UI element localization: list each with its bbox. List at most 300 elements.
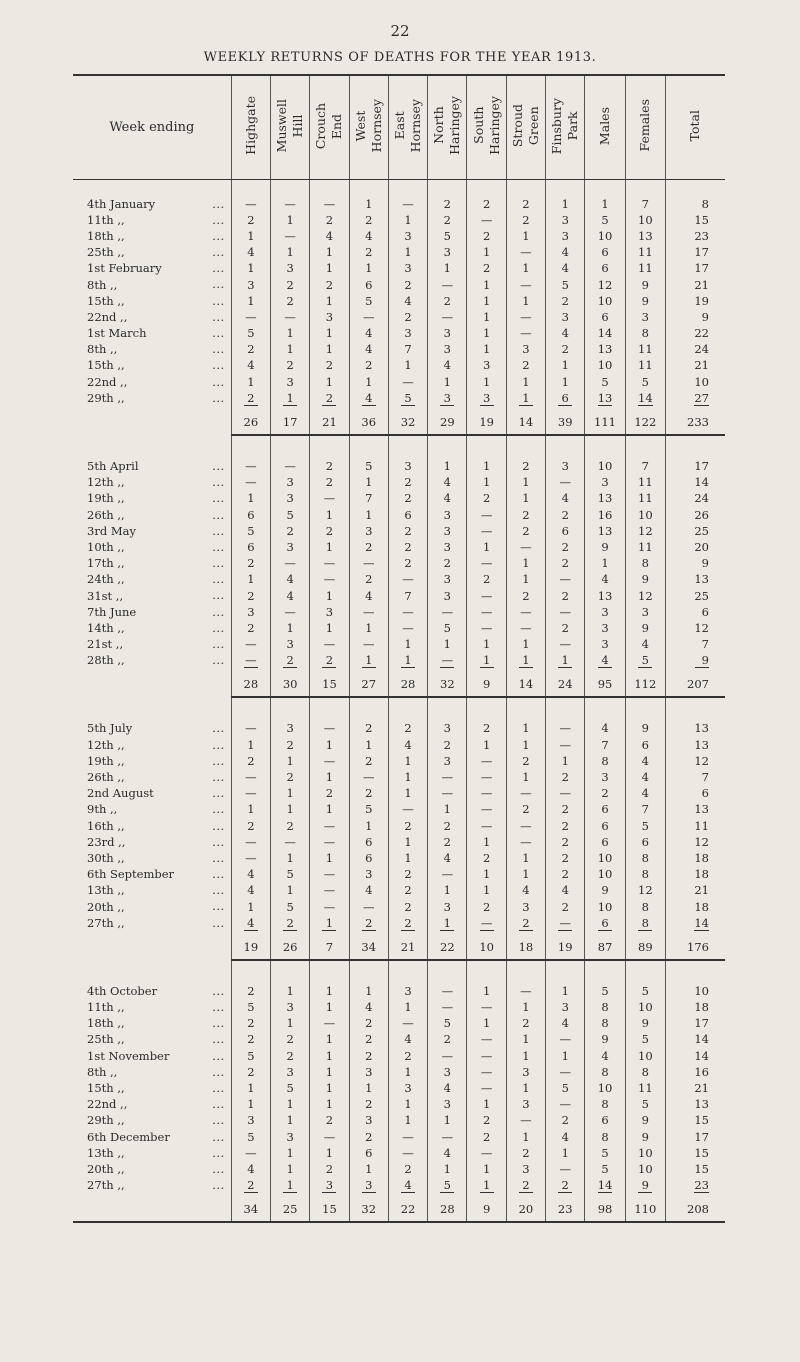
value-cell: 9 (625, 620, 665, 636)
value-cell: — (506, 834, 545, 850)
table-row (73, 769, 725, 785)
value-cell: 2 (546, 555, 585, 571)
value-cell: 18 (665, 999, 725, 1015)
value-cell: 5 (349, 293, 388, 309)
value-cell: — (231, 636, 270, 652)
value-cell: 5 (625, 1096, 665, 1112)
value-cell: 1 (231, 260, 270, 276)
value-cell: 2 (231, 983, 270, 999)
value-cell: 12 (665, 834, 725, 850)
value-cell: 1 (310, 915, 349, 931)
value-cell: 1 (271, 1015, 310, 1031)
value-cell: 2 (310, 390, 349, 406)
value-cell: — (310, 571, 349, 587)
week-label: 1st March (87, 326, 147, 341)
value-cell: 1 (271, 1096, 310, 1112)
value-cell: — (467, 1048, 506, 1064)
value-cell: 1 (388, 212, 427, 228)
week-label: 29th ,, (87, 390, 125, 405)
value-cell: — (310, 196, 349, 212)
week-label: 26th ,, (87, 770, 125, 785)
table-row (73, 636, 725, 652)
value-cell: 5 (585, 983, 625, 999)
value-cell: 8 (665, 196, 725, 212)
value-cell: — (231, 720, 270, 736)
value-cell: 2 (467, 228, 506, 244)
week-label: 15th ,, (87, 358, 125, 373)
value-cell: 14 (665, 1031, 725, 1047)
value-cell: — (467, 555, 506, 571)
week-label-cell (73, 474, 231, 490)
week-label-cell (73, 587, 231, 603)
value-cell: 2 (349, 915, 388, 931)
value-cell: — (310, 882, 349, 898)
value-cell: 6 (388, 507, 427, 523)
value-cell: 1 (428, 458, 467, 474)
value-cell: 1 (546, 374, 585, 390)
value-cell: 2 (271, 1048, 310, 1064)
value-cell: — (349, 604, 388, 620)
value-cell: 8 (585, 999, 625, 1015)
table-row (73, 571, 725, 587)
value-cell: 7 (388, 341, 427, 357)
value-cell: 13 (585, 523, 625, 539)
value-cell: 2 (271, 769, 310, 785)
value-cell: 4 (349, 390, 388, 406)
quarter-total-cell: 21 (310, 406, 349, 435)
value-cell: 16 (585, 507, 625, 523)
value-cell: 4 (428, 1145, 467, 1161)
value-cell: 1 (585, 196, 625, 212)
value-cell: 4 (546, 325, 585, 341)
value-cell: 3 (506, 341, 545, 357)
value-cell: — (506, 818, 545, 834)
value-cell: 1 (467, 458, 506, 474)
week-label-cell (73, 196, 231, 212)
week-label: 8th ,, (87, 1064, 118, 1079)
quarter-total-cell: 28 (388, 668, 427, 697)
leader-dots: ... (212, 867, 225, 882)
value-cell: 2 (349, 1048, 388, 1064)
value-cell: — (310, 636, 349, 652)
value-cell: 5 (271, 866, 310, 882)
value-cell: 1 (271, 620, 310, 636)
value-cell: 4 (388, 1177, 427, 1193)
value-cell: 1 (467, 834, 506, 850)
table-row (73, 490, 725, 506)
value-cell: 5 (585, 1145, 625, 1161)
leader-dots: ... (212, 326, 225, 340)
value-cell: 2 (506, 507, 545, 523)
value-cell: — (388, 374, 427, 390)
value-cell: 13 (625, 228, 665, 244)
value-cell: 2 (388, 1048, 427, 1064)
value-cell: 2 (388, 915, 427, 931)
value-cell: 9 (625, 720, 665, 736)
leader-dots: ... (212, 342, 225, 357)
value-cell: 23 (665, 1177, 725, 1193)
value-cell: 10 (625, 212, 665, 228)
value-cell: 1 (310, 587, 349, 603)
value-cell: 2 (546, 620, 585, 636)
leader-dots: ... (212, 604, 225, 619)
value-cell: 1 (349, 507, 388, 523)
week-label: 5th July (87, 721, 133, 736)
value-cell: 2 (428, 737, 467, 753)
value-cell: 5 (625, 1031, 665, 1047)
value-cell: 1 (271, 341, 310, 357)
week-label-cell (73, 309, 231, 325)
value-cell: 1 (310, 260, 349, 276)
value-cell: 1 (506, 571, 545, 587)
week-label-cell (73, 571, 231, 587)
value-cell: 6 (231, 507, 270, 523)
value-cell: 1 (310, 801, 349, 817)
value-cell: 1 (310, 769, 349, 785)
value-cell: 9 (665, 652, 725, 668)
value-cell: 4 (625, 785, 665, 801)
value-cell: 17 (665, 458, 725, 474)
value-cell: 2 (467, 196, 506, 212)
value-cell: 5 (271, 1080, 310, 1096)
leader-dots: ... (212, 1129, 225, 1144)
value-cell: 7 (665, 636, 725, 652)
value-cell: 1 (271, 882, 310, 898)
value-cell: — (310, 490, 349, 506)
value-cell: — (388, 604, 427, 620)
table-row (73, 1064, 725, 1080)
value-cell: 4 (585, 571, 625, 587)
quarter-spacer (73, 960, 725, 983)
value-cell: 21 (665, 1080, 725, 1096)
week-label: 4th October (87, 983, 158, 998)
value-cell: 8 (625, 1064, 665, 1080)
value-cell: 1 (546, 357, 585, 373)
value-cell: 2 (271, 523, 310, 539)
table-row (73, 915, 725, 931)
value-cell: 4 (271, 571, 310, 587)
quarter-total-cell: 19 (467, 406, 506, 435)
week-label: 22nd ,, (87, 1097, 128, 1112)
value-cell: 11 (625, 341, 665, 357)
value-cell: — (271, 834, 310, 850)
value-cell: 2 (546, 801, 585, 817)
quarter-spacer (73, 179, 725, 196)
week-label: 11th ,, (87, 1000, 125, 1015)
value-cell: 4 (231, 866, 270, 882)
value-cell: 1 (349, 983, 388, 999)
value-cell: — (467, 753, 506, 769)
value-cell: 1 (271, 1112, 310, 1128)
value-cell: 1 (231, 490, 270, 506)
week-label: 8th ,, (87, 342, 118, 357)
value-cell: 20 (665, 539, 725, 555)
table-row (73, 720, 725, 736)
week-label: 29th ,, (87, 1113, 125, 1128)
value-cell: 2 (506, 587, 545, 603)
value-cell: 1 (546, 983, 585, 999)
value-cell: 3 (271, 636, 310, 652)
value-cell: 1 (467, 293, 506, 309)
week-label-cell (73, 1096, 231, 1112)
value-cell: 4 (546, 244, 585, 260)
value-cell: 2 (231, 1015, 270, 1031)
value-cell: 12 (625, 523, 665, 539)
week-label-cell (73, 1031, 231, 1047)
value-cell: 8 (585, 753, 625, 769)
value-cell: 9 (585, 539, 625, 555)
value-cell: 13 (665, 1096, 725, 1112)
value-cell: 3 (388, 228, 427, 244)
value-cell: 3 (506, 1161, 545, 1177)
value-cell: 9 (625, 1129, 665, 1145)
value-cell: 3 (388, 260, 427, 276)
value-cell: 1 (467, 244, 506, 260)
value-cell: 1 (231, 228, 270, 244)
value-cell: 18 (665, 898, 725, 914)
value-cell: 7 (625, 801, 665, 817)
leader-dots: ... (212, 196, 225, 211)
value-cell: 2 (349, 1015, 388, 1031)
value-cell: 6 (665, 785, 725, 801)
value-cell: 1 (388, 1096, 427, 1112)
table-row (73, 374, 725, 390)
quarter-total-cell: 122 (625, 406, 665, 435)
value-cell: — (506, 325, 545, 341)
value-cell: 4 (271, 587, 310, 603)
value-cell: 2 (310, 1161, 349, 1177)
value-cell: — (271, 555, 310, 571)
leader-dots: ... (212, 1032, 225, 1047)
table-row (73, 357, 725, 373)
value-cell: 1 (271, 983, 310, 999)
column-header-week: Week ending (73, 75, 231, 179)
value-cell: 3 (625, 604, 665, 620)
table-row (73, 850, 725, 866)
quarter-total-cell: 26 (271, 931, 310, 960)
value-cell: — (506, 620, 545, 636)
value-cell: 1 (428, 801, 467, 817)
value-cell: 4 (585, 720, 625, 736)
value-cell: 6 (349, 850, 388, 866)
value-cell: 1 (467, 325, 506, 341)
week-label-cell (73, 769, 231, 785)
value-cell: 14 (665, 915, 725, 931)
value-cell: — (231, 785, 270, 801)
value-cell: 3 (428, 539, 467, 555)
value-cell: 9 (625, 1177, 665, 1193)
week-label-cell (73, 212, 231, 228)
week-label: 24th ,, (87, 572, 125, 587)
value-cell: 16 (665, 1064, 725, 1080)
value-cell: 3 (428, 720, 467, 736)
value-cell: 1 (310, 1031, 349, 1047)
value-cell: 22 (665, 325, 725, 341)
leader-dots: ... (212, 1080, 225, 1095)
value-cell: 5 (428, 620, 467, 636)
value-cell: 1 (231, 1096, 270, 1112)
week-label: 15th ,, (87, 293, 125, 308)
value-cell: 13 (585, 587, 625, 603)
week-label: 30th ,, (87, 850, 125, 865)
week-label: 1st November (87, 1048, 170, 1063)
quarter-spacer (73, 697, 725, 720)
value-cell: 11 (625, 260, 665, 276)
value-cell: — (467, 999, 506, 1015)
value-cell: — (467, 620, 506, 636)
value-cell: 1 (467, 374, 506, 390)
value-cell: 3 (428, 1064, 467, 1080)
value-cell: 1 (467, 866, 506, 882)
table-row (73, 1048, 725, 1064)
value-cell: — (388, 1129, 427, 1145)
table-row (73, 293, 725, 309)
value-cell: 1 (546, 1048, 585, 1064)
value-cell: 27 (665, 390, 725, 406)
value-cell: 2 (231, 1064, 270, 1080)
week-label-cell (73, 341, 231, 357)
value-cell: — (546, 1031, 585, 1047)
value-cell: — (506, 1112, 545, 1128)
value-cell: 1 (467, 1177, 506, 1193)
value-cell: 1 (310, 1048, 349, 1064)
value-cell: 2 (546, 293, 585, 309)
value-cell: 2 (388, 539, 427, 555)
value-cell: 2 (388, 720, 427, 736)
value-cell: 1 (428, 882, 467, 898)
value-cell: — (428, 276, 467, 292)
leader-dots: ... (212, 374, 225, 389)
leader-dots: ... (212, 309, 225, 324)
quarter-total-cell: 24 (546, 668, 585, 697)
value-cell: 2 (271, 293, 310, 309)
value-cell: — (310, 818, 349, 834)
quarter-total-cell: 18 (506, 931, 545, 960)
value-cell: 2 (388, 555, 427, 571)
week-label: 28th ,, (87, 653, 125, 668)
value-cell: 3 (428, 753, 467, 769)
column-header-highgate: Highgate (231, 75, 270, 179)
value-cell: 1 (467, 1096, 506, 1112)
week-label: 27th ,, (87, 1178, 125, 1193)
value-cell: — (506, 309, 545, 325)
value-cell: 1 (310, 325, 349, 341)
value-cell: 11 (665, 818, 725, 834)
value-cell: 1 (310, 999, 349, 1015)
value-cell: 2 (388, 474, 427, 490)
value-cell: 4 (585, 1048, 625, 1064)
column-header-stroud-green: Stroud Green (506, 75, 545, 179)
quarter-total-cell: 21 (388, 931, 427, 960)
value-cell: 5 (428, 1015, 467, 1031)
header-row (73, 75, 725, 179)
value-cell: — (231, 1145, 270, 1161)
value-cell: 10 (585, 898, 625, 914)
value-cell: — (467, 801, 506, 817)
value-cell: 5 (349, 801, 388, 817)
value-cell: — (271, 604, 310, 620)
value-cell: 1 (467, 539, 506, 555)
value-cell: 1 (467, 276, 506, 292)
week-label: 15th ,, (87, 1081, 125, 1096)
quarter-total-cell: 176 (665, 931, 725, 960)
value-cell: 1 (506, 737, 545, 753)
value-cell: 6 (585, 834, 625, 850)
value-cell: 1 (310, 620, 349, 636)
value-cell: 2 (388, 866, 427, 882)
value-cell: — (310, 753, 349, 769)
value-cell: 1 (467, 309, 506, 325)
value-cell: 1 (506, 636, 545, 652)
quarter-total-cell: 111 (585, 406, 625, 435)
value-cell: 2 (388, 882, 427, 898)
value-cell: 5 (349, 458, 388, 474)
value-cell: 4 (546, 882, 585, 898)
value-cell: 4 (625, 769, 665, 785)
value-cell: 1 (231, 571, 270, 587)
value-cell: 4 (428, 1080, 467, 1096)
value-cell: — (428, 604, 467, 620)
table-row (73, 458, 725, 474)
table-row (73, 555, 725, 571)
value-cell: — (467, 915, 506, 931)
week-label-cell (73, 636, 231, 652)
value-cell: 23 (665, 228, 725, 244)
leader-dots: ... (212, 753, 225, 768)
value-cell: 2 (271, 276, 310, 292)
value-cell: 4 (349, 882, 388, 898)
value-cell: 12 (625, 882, 665, 898)
week-label-cell (73, 374, 231, 390)
value-cell: 1 (271, 1177, 310, 1193)
value-cell: 13 (585, 341, 625, 357)
value-cell: — (546, 737, 585, 753)
value-cell: 8 (625, 555, 665, 571)
value-cell: — (310, 834, 349, 850)
week-label-cell (73, 357, 231, 373)
value-cell: 17 (665, 1015, 725, 1031)
value-cell: 3 (349, 523, 388, 539)
value-cell: 2 (231, 555, 270, 571)
table-row (73, 523, 725, 539)
value-cell: 3 (546, 999, 585, 1015)
value-cell: 7 (388, 587, 427, 603)
value-cell: 8 (625, 325, 665, 341)
week-label: 20th ,, (87, 899, 125, 914)
week-label: 6th September (87, 867, 175, 882)
quarter-total-cell: 14 (506, 406, 545, 435)
value-cell: 21 (665, 276, 725, 292)
value-cell: 12 (665, 620, 725, 636)
value-cell: 3 (428, 507, 467, 523)
value-cell: 2 (467, 260, 506, 276)
value-cell: 8 (625, 915, 665, 931)
value-cell: 1 (428, 915, 467, 931)
value-cell: — (388, 1015, 427, 1031)
week-label-cell (73, 753, 231, 769)
value-cell: 1 (349, 474, 388, 490)
value-cell: 1 (428, 1161, 467, 1177)
value-cell: 2 (310, 785, 349, 801)
week-label-cell (73, 604, 231, 620)
quarter-total-cell: 9 (467, 668, 506, 697)
value-cell: 3 (388, 1080, 427, 1096)
value-cell: 2 (310, 523, 349, 539)
leader-dots: ... (212, 491, 225, 506)
week-label-cell (73, 1064, 231, 1080)
week-label-cell (73, 652, 231, 668)
value-cell: 1 (231, 737, 270, 753)
